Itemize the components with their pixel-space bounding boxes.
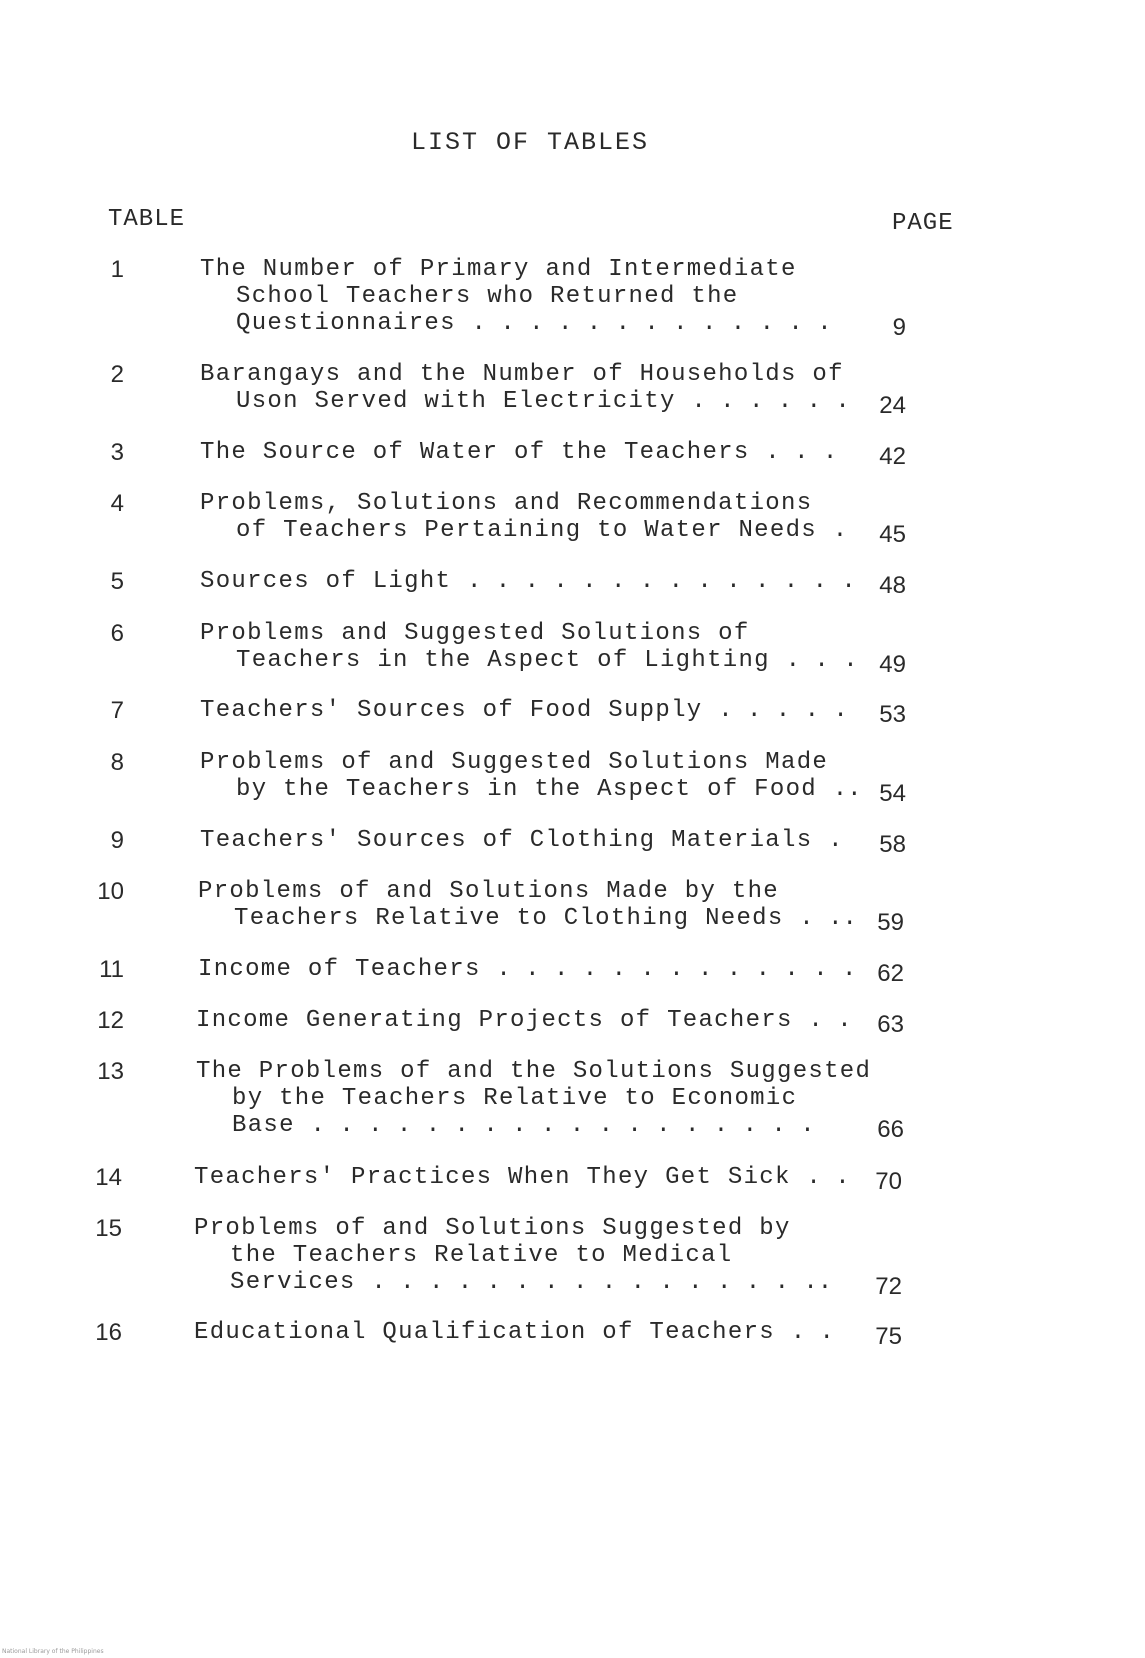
page-number: 53 (879, 701, 906, 728)
table-number: 2 (110, 361, 124, 388)
table-number: 15 (95, 1215, 122, 1242)
dot-leader: . . . . . . . . . . . . . (496, 956, 857, 983)
table-caption (196, 1007, 852, 1034)
table-number: 10 (97, 878, 124, 905)
caption-line: Educational Qualification of Teachers (194, 1319, 775, 1346)
table-number: 4 (110, 490, 124, 517)
page-number: 62 (877, 960, 904, 987)
table-number: 14 (95, 1164, 122, 1191)
dot-leader: . (828, 827, 843, 854)
caption-line: Base (232, 1112, 295, 1139)
table-number: 5 (110, 568, 124, 595)
table-number: 3 (110, 439, 124, 466)
caption-line: Sources of Light (200, 568, 452, 595)
page-number: 48 (879, 572, 906, 599)
table-caption (194, 1164, 850, 1191)
table-caption (198, 956, 856, 983)
page-number: 75 (875, 1323, 902, 1350)
caption-line: The Problems of and the Solutions Suggested (196, 1058, 872, 1085)
page-column-header: PAGE (892, 210, 954, 237)
caption-line: by the Teachers in the Aspect of Food (236, 776, 817, 803)
table-number: 12 (97, 1007, 124, 1034)
page-number: 45 (879, 521, 906, 548)
caption-line: Teachers in the Aspect of Lighting (236, 647, 770, 674)
caption-line: Barangays and the Number of Households of (200, 361, 844, 388)
page-number: 24 (879, 392, 906, 419)
dot-leader: . . . (765, 439, 838, 466)
dot-leader: . . . . . . . . . . . . . . . .. (371, 1269, 833, 1296)
caption-line: School Teachers who Returned the (236, 283, 739, 310)
table-caption (200, 256, 832, 337)
dot-leader: . . . . . (718, 697, 848, 724)
dot-leader: . . . . . . . . . . . . . (471, 310, 832, 337)
caption-line: Income Generating Projects of Teachers (196, 1007, 793, 1034)
page-number: 9 (892, 314, 906, 341)
caption-line: Problems, Solutions and Recommendations (200, 490, 813, 517)
table-column-header: TABLE (108, 206, 186, 233)
table-caption (200, 568, 856, 595)
page-number: 59 (877, 909, 904, 936)
table-number: 7 (110, 697, 124, 724)
table-number: 6 (110, 620, 124, 647)
page-number: 42 (879, 443, 906, 470)
dot-leader: .. (832, 776, 862, 803)
dot-leader: . .. (799, 905, 857, 932)
caption-line: Problems and Suggested Solutions of (200, 620, 750, 647)
table-caption (198, 878, 857, 932)
caption-line: The Source of Water of the Teachers (200, 439, 750, 466)
page-number: 63 (877, 1011, 904, 1038)
table-caption (200, 439, 837, 466)
caption-line: Teachers' Practices When They Get Sick (194, 1164, 791, 1191)
caption-line: Income of Teachers (198, 956, 481, 983)
caption-line: Teachers' Sources of Clothing Materials (200, 827, 813, 854)
caption-line: Teachers' Sources of Food Supply (200, 697, 703, 724)
dot-leader: . . . . . . . . . . . . . . . . . . (310, 1112, 815, 1139)
dot-leader: . . . . . . (691, 388, 850, 415)
caption-line: The Number of Primary and Intermediate (200, 256, 797, 283)
table-caption (196, 1058, 871, 1139)
table-number: 1 (110, 256, 124, 283)
caption-line: the Teachers Relative to Medical (230, 1242, 733, 1269)
caption-line: of Teachers Pertaining to Water Needs (236, 517, 817, 544)
page-number: 72 (875, 1273, 902, 1300)
table-caption (200, 490, 847, 544)
page-number: 49 (879, 651, 906, 678)
table-caption (200, 620, 858, 674)
caption-line: Problems of and Suggested Solutions Made (200, 749, 829, 776)
table-caption (194, 1319, 834, 1346)
dot-leader: . . . . . . . . . . . . . . (466, 568, 856, 595)
caption-line: Uson Served with Electricity (236, 388, 676, 415)
table-number: 8 (110, 749, 124, 776)
page-title: LIST OF TABLES (410, 128, 650, 157)
caption-line: Teachers Relative to Clothing Needs (234, 905, 784, 932)
table-number: 13 (97, 1058, 124, 1085)
table-caption (194, 1215, 832, 1296)
caption-line: Questionnaires (236, 310, 456, 337)
dot-leader: . . (790, 1319, 834, 1346)
caption-line: Services (230, 1269, 356, 1296)
table-number: 9 (110, 827, 124, 854)
page-number: 58 (879, 831, 906, 858)
table-number: 16 (95, 1319, 122, 1346)
page-number: 66 (877, 1116, 904, 1143)
table-number: 11 (99, 956, 124, 983)
dot-leader: . . (808, 1007, 852, 1034)
table-caption (200, 827, 843, 854)
caption-line: Problems of and Solutions Made by the (198, 878, 779, 905)
dot-leader: . (832, 517, 848, 544)
table-caption (200, 697, 848, 724)
table-caption (200, 361, 850, 415)
page-number: 70 (875, 1168, 902, 1195)
table-caption (200, 749, 862, 803)
caption-line: by the Teachers Relative to Economic (232, 1085, 798, 1112)
page-number: 54 (879, 780, 906, 807)
footer-note: National Library of the Philippines (2, 1648, 104, 1655)
caption-line: Problems of and Solutions Suggested by (194, 1215, 791, 1242)
dot-leader: . . (806, 1164, 850, 1191)
dot-leader: . . . (785, 647, 858, 674)
